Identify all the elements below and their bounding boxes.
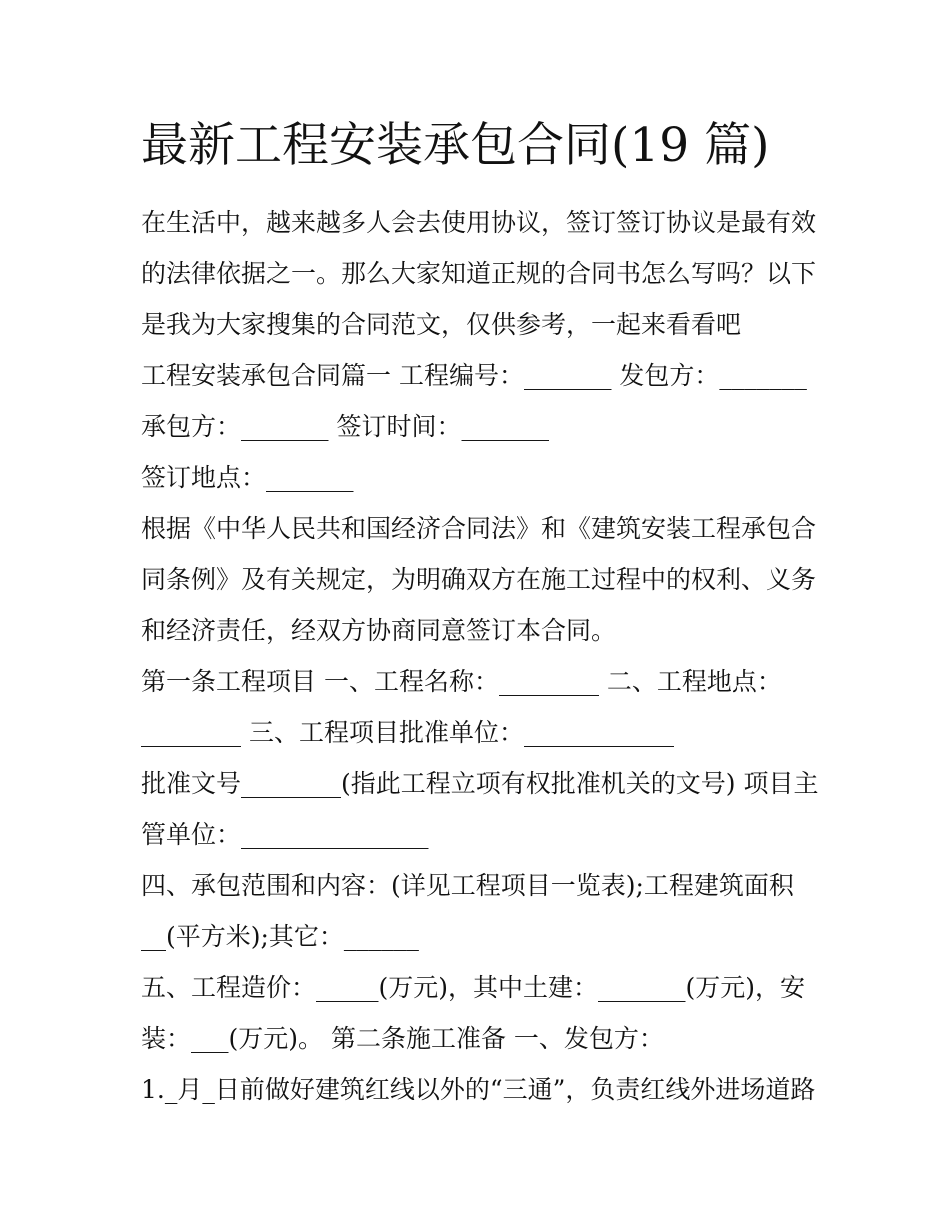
paragraph-line: 是我为大家搜集的合同范文，仅供参考，一起来看看吧 (141, 310, 742, 339)
paragraph-line: 根据《中华人民共和国经济合同法》和《建筑安装工程承包合 (141, 514, 817, 543)
paragraph-line: 管单位：_______________ (141, 820, 429, 849)
paragraph-line: 在生活中，越来越多人会去使用协议，签订签订协议是最有效 (141, 208, 817, 237)
paragraph-line: 五、工程造价：_____(万元)，其中土建：_______(万元)，安 (141, 973, 806, 1002)
document-body (141, 197, 821, 1115)
document-title: 最新工程安装承包合同(19 篇) (141, 118, 770, 173)
paragraph-line: 签订地点：_______ (141, 463, 354, 492)
paragraph-line: 1._月_日前做好建筑红线以外的“三通”，负责红线外进场道路 (141, 1075, 816, 1104)
paragraph-line: 第一条工程项目 一、工程名称：________ 二、工程地点： (141, 667, 782, 696)
paragraph-line: 和经济责任，经双方协商同意签订本合同。 (141, 616, 617, 645)
paragraph-line: ________ 三、工程项目批准单位：____________ (141, 718, 674, 747)
paragraph-line: 四、承包范围和内容：(详见工程项目一览表);工程建筑面积 (141, 871, 794, 900)
paragraph-line: 装：___(万元)。 第二条施工准备 一、发包方： (141, 1024, 664, 1053)
paragraph-line: 同条例》及有关规定，为明确双方在施工过程中的权利、义务 (141, 565, 817, 594)
paragraph-line: 批准文号________(指此工程立项有权批准机关的文号) 项目主 (141, 769, 819, 798)
paragraph-line: 工程安装承包合同篇一 工程编号：_______ 发包方：_______ (141, 361, 807, 390)
paragraph-line: __(平方米);其它：______ (141, 922, 419, 951)
paragraph-line: 承包方：_______ 签订时间：_______ (141, 412, 549, 441)
paragraph-line: 的法律依据之一。那么大家知道正规的合同书怎么写吗？以下 (141, 259, 817, 288)
